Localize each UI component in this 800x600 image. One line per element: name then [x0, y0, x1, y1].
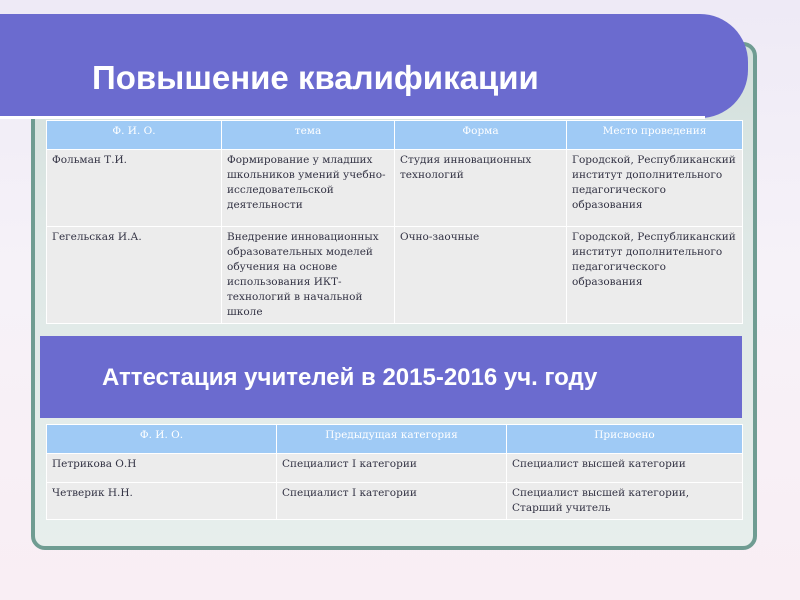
table-row	[47, 227, 743, 324]
header-cell-assigned: Присвоено	[507, 425, 743, 454]
table-cell: Внедрение инновационных образовательных моделей обучения на основе использования ИКТ-технологий в начальной школе	[222, 227, 395, 324]
table-cell: Городской, Республиканский институт дополнительного педагогического образования	[567, 227, 743, 324]
table-header-row	[47, 425, 743, 454]
header-cell-fio: Ф. И. О.	[47, 121, 222, 150]
header-cell-previous-category: Предыдущая категория	[277, 425, 507, 454]
qualification-table	[46, 120, 743, 324]
table-cell: Формирование у младших школьников умений учебно-исследовательской деятельности	[222, 150, 395, 227]
slide-title: Повышение квалификации	[92, 59, 539, 96]
header-cell-fio: Ф. И. О.	[47, 425, 277, 454]
table-cell: Специалист I категории	[277, 454, 507, 483]
table-cell: Фольман Т.И.	[47, 150, 222, 227]
table-cell: Специалист высшей категории	[507, 454, 743, 483]
attestation-heading: Аттестация учителей в 2015-2016 уч. году	[102, 364, 598, 391]
table-cell: Городской, Республиканский институт дополнительного педагогического образования	[567, 150, 743, 227]
table-cell: Студия инновационных технологий	[395, 150, 567, 227]
header-cell-form: Форма	[395, 121, 567, 150]
attestation-table	[46, 424, 743, 520]
table-cell: Четверик Н.Н.	[47, 483, 277, 520]
title-underline	[0, 116, 705, 119]
table-row	[47, 483, 743, 520]
header-cell-venue: Место проведения	[567, 121, 743, 150]
table-row	[47, 150, 743, 227]
title-banner	[0, 14, 748, 118]
attestation-banner	[40, 336, 742, 418]
table-cell: Петрикова О.Н	[47, 454, 277, 483]
table-cell: Специалист I категории	[277, 483, 507, 520]
table-row	[47, 454, 743, 483]
table-cell: Гегельская И.А.	[47, 227, 222, 324]
table-cell: Очно-заочные	[395, 227, 567, 324]
table-header-row	[47, 121, 743, 150]
table-cell: Специалист высшей категории, Старший учитель	[507, 483, 743, 520]
header-cell-topic: тема	[222, 121, 395, 150]
